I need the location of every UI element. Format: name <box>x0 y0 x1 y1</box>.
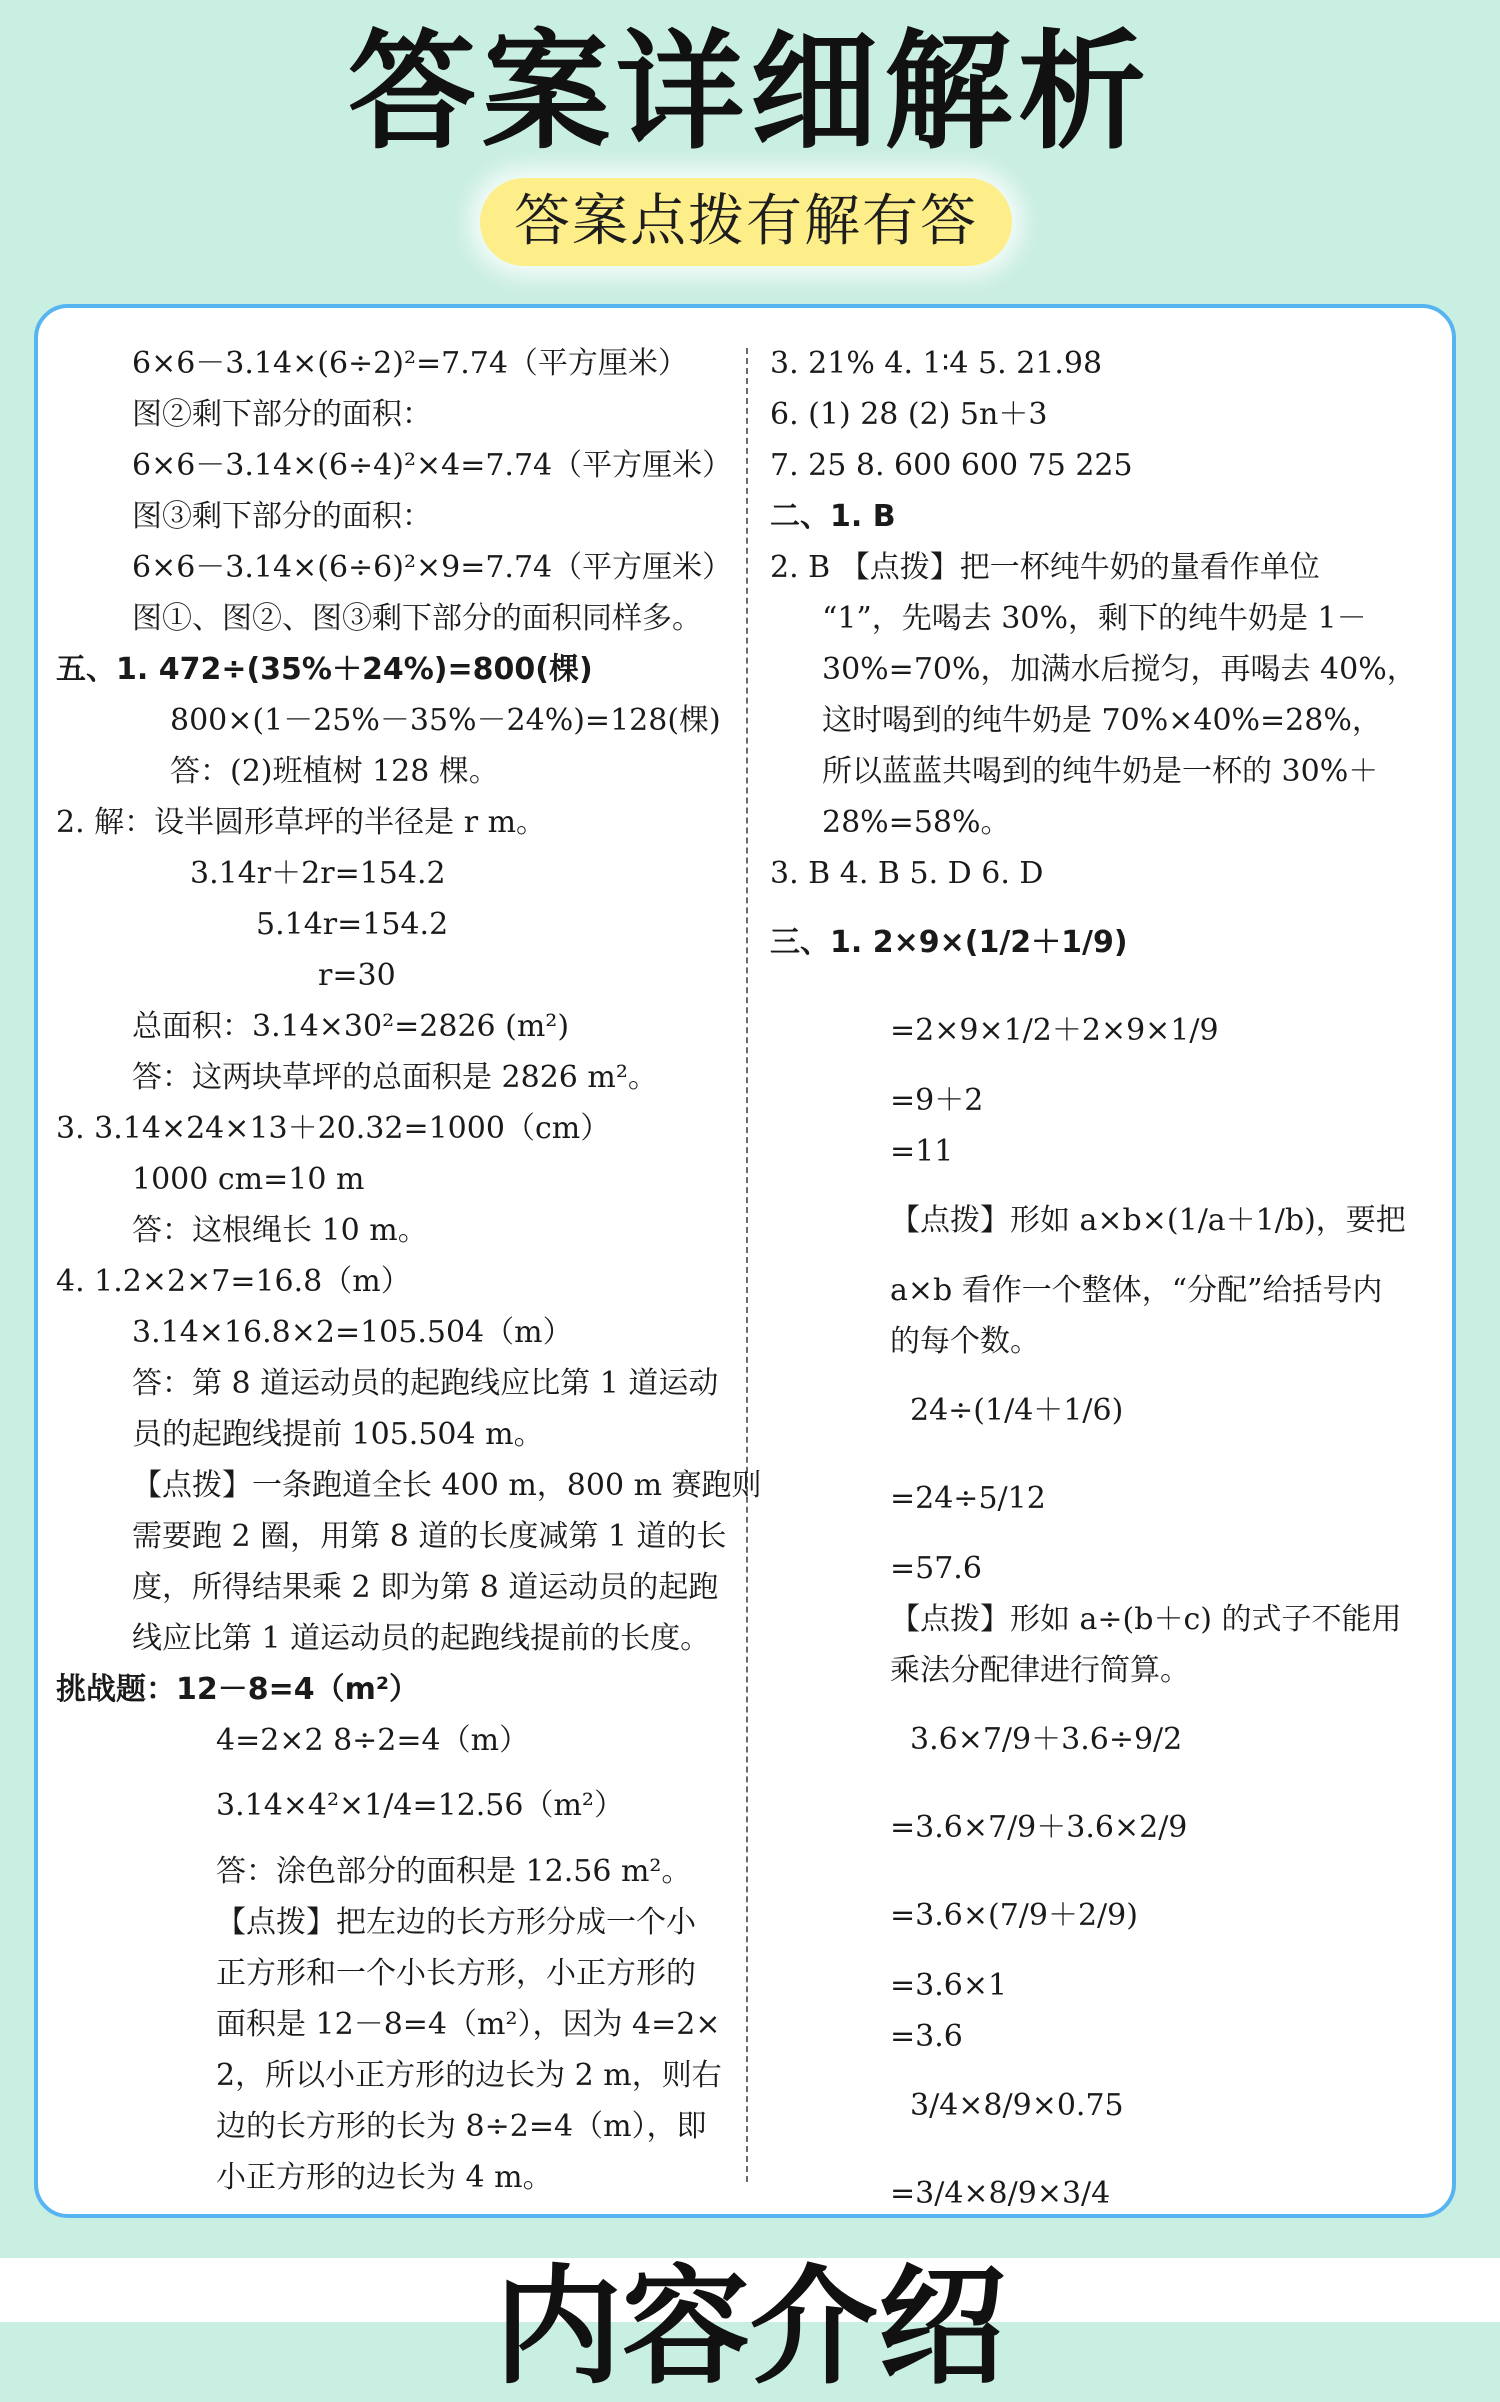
tip-line: 【点拨】把左边的长方形分成一个小 <box>216 1905 696 1940</box>
equation-line: 3/4×8/9×0.75 <box>910 2088 1124 2123</box>
equation-line: =57.6 <box>890 1551 982 1586</box>
equation-line: =3.6×7/9＋3.6×2/9 <box>890 1810 1188 1845</box>
next-section-title: 内容介绍 <box>493 2253 1006 2402</box>
tip-line: 这时喝到的纯牛奶是 70%×40%=28%， <box>822 703 1382 738</box>
question-5-2: 2. 解：设半圆形草坪的半径是 r m。 <box>56 805 547 840</box>
answer-line: 3. B 4. B 5. D 6. D <box>770 856 1044 891</box>
question-5-3: 3. 3.14×24×13＋20.32=1000（cm） <box>56 1111 611 1146</box>
equation-line: =3.6×1 <box>890 1968 1008 2003</box>
tip-line: 度，所得结果乘 2 即为第 8 道运动员的起跑 <box>132 1570 719 1605</box>
answer-statement: 答：涂色部分的面积是 12.56 m²。 <box>216 1854 692 1889</box>
equation-line: =9＋2 <box>890 1083 984 1118</box>
equation-line: 4=2×2 8÷2=4（m） <box>216 1723 530 1758</box>
equation-line: 24÷(1/4＋1/6) <box>910 1393 1124 1428</box>
answer-statement: 答：第 8 道运动员的起跑线应比第 1 道运动 <box>132 1366 719 1401</box>
question-5-1: 五、1. 472÷(35%＋24%)=800(棵) <box>56 652 593 687</box>
answer-line: 图①、图②、图③剩下部分的面积同样多。 <box>132 601 702 636</box>
answer-statement: 答：这两块草坪的总面积是 2826 m²。 <box>132 1060 658 1095</box>
answer-line: 图②剩下部分的面积： <box>132 397 432 432</box>
equation-line: =2×9×1/2＋2×9×1/9 <box>890 1013 1219 1048</box>
page-title: 答案详细解析 <box>347 18 1152 167</box>
answer-card <box>34 304 1456 2218</box>
answer-line: 3.14×16.8×2=105.504（m） <box>132 1315 573 1350</box>
equation-line: 3.14r＋2r=154.2 <box>190 856 446 891</box>
tip-line: 所以蓝蓝共喝到的纯牛奶是一杯的 30%＋ <box>822 754 1379 789</box>
column-divider <box>746 348 748 2182</box>
tip-line: 乘法分配律进行简算。 <box>890 1653 1190 1688</box>
tip-line: 面积是 12－8=4（m²），因为 4=2× <box>216 2007 721 2042</box>
tip-line: 2，所以小正方形的边长为 2 m，则右 <box>216 2058 722 2093</box>
answer-statement: 答：(2)班植树 128 棵。 <box>170 754 499 789</box>
answer-line: 3. 21% 4. 1∶4 5. 21.98 <box>770 346 1103 381</box>
subtitle-badge: 答案点拨有解有答 <box>480 178 1012 266</box>
answer-line: 7. 25 8. 600 600 75 225 <box>770 448 1133 483</box>
left-column <box>56 338 762 2203</box>
equation-line: =3/4×8/9×3/4 <box>890 2176 1111 2211</box>
section-3-1: 三、1. 2×9×(1/2＋1/9) <box>770 925 1128 960</box>
next-section-band <box>0 2253 1500 2402</box>
tip-line: a×b 看作一个整体，“分配”给括号内 <box>890 1273 1383 1308</box>
tip-line: 边的长方形的长为 8÷2=4（m），即 <box>216 2109 707 2144</box>
section-2-1: 二、1. B <box>770 499 896 534</box>
right-column <box>770 338 1450 2238</box>
tip-line: 【点拨】一条跑道全长 400 m，800 m 赛跑则 <box>132 1468 762 1503</box>
equation-line: 5.14r=154.2 <box>256 907 449 942</box>
answer-line: 图③剩下部分的面积： <box>132 499 432 534</box>
answer-line: 6×6－3.14×(6÷4)²×4=7.74（平方厘米） <box>132 448 733 483</box>
tip-line: 正方形和一个小长方形，小正方形的 <box>216 1956 696 1991</box>
equation-line: =3.6 <box>890 2019 963 2054</box>
question-5-4: 4. 1.2×2×7=16.8（m） <box>56 1264 411 1299</box>
tip-line: 2. B 【点拨】把一杯纯牛奶的量看作单位 <box>770 550 1320 585</box>
tip-line: 线应比第 1 道运动员的起跑线提前的长度。 <box>132 1621 711 1656</box>
tip-line: “1”，先喝去 30%，剩下的纯牛奶是 1－ <box>822 601 1367 636</box>
answer-line: 总面积：3.14×30²=2826 (m²) <box>132 1009 570 1044</box>
answer-line: 6. (1) 28 (2) 5n＋3 <box>770 397 1048 432</box>
tip-line: 28%=58%。 <box>822 805 1011 840</box>
challenge-question: 挑战题：12－8=4（m²） <box>56 1672 420 1707</box>
equation-line: 3.6×7/9＋3.6÷9/2 <box>910 1722 1183 1757</box>
equation-line: 3.14×4²×1/4=12.56（m²） <box>216 1788 624 1823</box>
tip-line: 30%=70%，加满水后搅匀，再喝去 40%， <box>822 652 1417 687</box>
answer-statement: 答：这根绳长 10 m。 <box>132 1213 428 1248</box>
tip-line: 的每个数。 <box>890 1324 1040 1359</box>
equation-line: =24÷5/12 <box>890 1481 1046 1516</box>
answer-line: 6×6－3.14×(6÷6)²×9=7.74（平方厘米） <box>132 550 733 585</box>
tip-line: 【点拨】形如 a×b×(1/a＋1/b)，要把 <box>890 1203 1406 1238</box>
answer-statement: 员的起跑线提前 105.504 m。 <box>132 1417 544 1452</box>
answer-line: 800×(1－25%－35%－24%)=128(棵) <box>170 703 721 738</box>
equation-line: r=30 <box>318 958 396 993</box>
answer-line: 1000 cm=10 m <box>132 1162 365 1197</box>
equation-line: =3.6×(7/9＋2/9) <box>890 1898 1138 1933</box>
tip-line: 【点拨】形如 a÷(b＋c) 的式子不能用 <box>890 1602 1402 1637</box>
tip-line: 需要跑 2 圈，用第 8 道的长度减第 1 道的长 <box>132 1519 727 1554</box>
equation-line: =11 <box>890 1134 954 1169</box>
answer-line: 6×6－3.14×(6÷2)²=7.74（平方厘米） <box>132 346 688 381</box>
tip-line: 小正方形的边长为 4 m。 <box>216 2160 553 2195</box>
